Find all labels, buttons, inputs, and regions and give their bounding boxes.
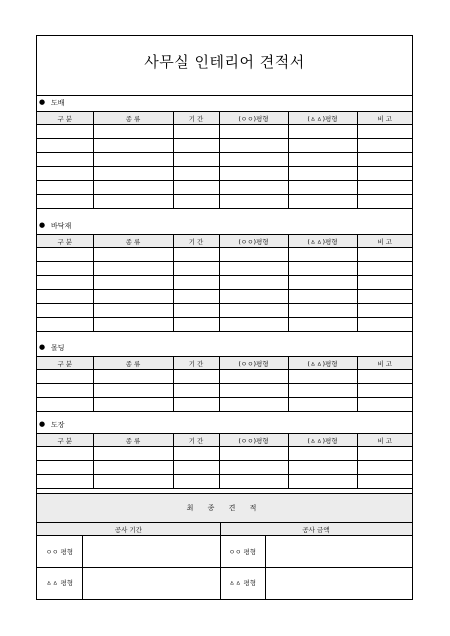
table-row xyxy=(37,290,412,304)
column-header-size-a: (ㅇㅇ)평형 xyxy=(219,357,288,370)
column-header-note: 비 고 xyxy=(357,235,412,248)
column-header-category: 구 분 xyxy=(37,357,93,370)
table-cell-note[interactable] xyxy=(357,125,412,139)
table-cell-category[interactable] xyxy=(37,398,93,412)
table-header-row xyxy=(37,434,412,447)
table-cell-note[interactable] xyxy=(357,276,412,290)
table-cell-size-b[interactable] xyxy=(288,475,357,489)
table-row xyxy=(37,447,412,461)
table-cell-type[interactable] xyxy=(93,153,173,167)
table-cell-period[interactable] xyxy=(173,248,219,262)
table-cell-size-a[interactable] xyxy=(219,447,288,461)
section-heading xyxy=(37,220,412,231)
table-row xyxy=(37,153,412,167)
table-cell-size-a[interactable] xyxy=(219,195,288,209)
column-header-type: 종 류 xyxy=(93,434,173,447)
table-cell-category[interactable] xyxy=(37,290,93,304)
table-cell-size-a[interactable] xyxy=(219,475,288,489)
table-cell-size-a[interactable] xyxy=(219,125,288,139)
column-header-size-b: (ㅿㅿ)평형 xyxy=(288,434,357,447)
table-cell-category[interactable] xyxy=(37,370,93,384)
table-cell-size-b[interactable] xyxy=(288,447,357,461)
table-cell-note[interactable] xyxy=(357,139,412,153)
table-cell-type[interactable] xyxy=(93,318,173,332)
table-cell-size-b[interactable] xyxy=(288,398,357,412)
table-cell-size-a[interactable] xyxy=(219,276,288,290)
section-table xyxy=(37,433,412,489)
row1-period-value[interactable] xyxy=(82,536,220,567)
table-cell-note[interactable] xyxy=(357,461,412,475)
table-cell-period[interactable] xyxy=(173,370,219,384)
table-cell-period[interactable] xyxy=(173,384,219,398)
construction-cost-header: 공사 금액 xyxy=(220,523,412,536)
table-row xyxy=(37,461,412,475)
table-cell-type[interactable] xyxy=(93,262,173,276)
table-cell-size-b[interactable] xyxy=(288,461,357,475)
table-cell-category[interactable] xyxy=(37,248,93,262)
table-cell-type[interactable] xyxy=(93,447,173,461)
table-cell-size-a[interactable] xyxy=(219,398,288,412)
table-cell-size-b[interactable] xyxy=(288,181,357,195)
table-cell-category[interactable] xyxy=(37,125,93,139)
section-table xyxy=(37,111,412,209)
table-cell-category[interactable] xyxy=(37,181,93,195)
table-cell-size-a[interactable] xyxy=(219,181,288,195)
table-cell-note[interactable] xyxy=(357,248,412,262)
table-cell-size-b[interactable] xyxy=(288,318,357,332)
table-cell-size-a[interactable] xyxy=(219,370,288,384)
table-cell-type[interactable] xyxy=(93,181,173,195)
table-cell-size-a[interactable] xyxy=(219,153,288,167)
table-cell-type[interactable] xyxy=(93,195,173,209)
table-cell-note[interactable] xyxy=(357,447,412,461)
row1-cost-label: ㅇㅇ 평형 xyxy=(228,548,257,556)
table-cell-period[interactable] xyxy=(173,318,219,332)
section-table xyxy=(37,356,412,412)
table-cell-period[interactable] xyxy=(173,276,219,290)
table-row xyxy=(37,370,412,384)
table-cell-size-b[interactable] xyxy=(288,139,357,153)
table-cell-category[interactable] xyxy=(37,139,93,153)
table-cell-type[interactable] xyxy=(93,370,173,384)
table-cell-note[interactable] xyxy=(357,384,412,398)
row2-period-value[interactable] xyxy=(82,567,220,598)
column-header-size-a: (ㅇㅇ)평형 xyxy=(219,235,288,248)
table-cell-note[interactable] xyxy=(357,153,412,167)
table-cell-size-b[interactable] xyxy=(288,290,357,304)
column-header-type: 종 류 xyxy=(93,112,173,125)
section-label: 도장 xyxy=(51,420,65,429)
table-cell-category[interactable] xyxy=(37,262,93,276)
table-cell-period[interactable] xyxy=(173,475,219,489)
column-header-size-b: (ㅿㅿ)평형 xyxy=(288,112,357,125)
table-cell-type[interactable] xyxy=(93,475,173,489)
table-cell-category[interactable] xyxy=(37,276,93,290)
section-label: 바닥재 xyxy=(51,221,72,230)
row1-cost-value[interactable] xyxy=(265,536,412,567)
table-cell-size-a[interactable] xyxy=(219,167,288,181)
table-row xyxy=(37,398,412,412)
column-header-size-b: (ㅿㅿ)평형 xyxy=(288,357,357,370)
table-cell-period[interactable] xyxy=(173,447,219,461)
summary-divider xyxy=(37,567,412,568)
section-label: 도배 xyxy=(51,98,65,107)
table-row xyxy=(37,304,412,318)
table-cell-category[interactable] xyxy=(37,167,93,181)
table-row xyxy=(37,167,412,181)
table-cell-period[interactable] xyxy=(173,139,219,153)
column-header-note: 비 고 xyxy=(357,112,412,125)
table-cell-size-b[interactable] xyxy=(288,195,357,209)
bullet-icon: ● xyxy=(39,98,46,106)
title-area xyxy=(37,36,412,96)
table-cell-category[interactable] xyxy=(37,384,93,398)
table-row xyxy=(37,276,412,290)
bullet-icon: ● xyxy=(39,420,46,428)
table-header-row xyxy=(37,357,412,370)
column-header-category: 구 분 xyxy=(37,235,93,248)
table-cell-period[interactable] xyxy=(173,153,219,167)
table-cell-size-a[interactable] xyxy=(219,461,288,475)
table-cell-type[interactable] xyxy=(93,139,173,153)
table-cell-category[interactable] xyxy=(37,195,93,209)
table-cell-period[interactable] xyxy=(173,290,219,304)
table-cell-note[interactable] xyxy=(357,304,412,318)
table-cell-note[interactable] xyxy=(357,262,412,276)
table-cell-category[interactable] xyxy=(37,153,93,167)
table-cell-size-a[interactable] xyxy=(219,384,288,398)
table-cell-category[interactable] xyxy=(37,447,93,461)
table-cell-type[interactable] xyxy=(93,461,173,475)
table-cell-type[interactable] xyxy=(93,167,173,181)
column-header-note: 비 고 xyxy=(357,434,412,447)
row1-period-label: ㅇㅇ 평형 xyxy=(45,548,74,556)
page-title: 사무실 인테리어 견적서 xyxy=(144,53,305,71)
table-cell-size-b[interactable] xyxy=(288,384,357,398)
section-heading xyxy=(37,419,412,430)
column-header-size-a: (ㅇㅇ)평형 xyxy=(219,434,288,447)
table-row xyxy=(37,248,412,262)
table-cell-type[interactable] xyxy=(93,248,173,262)
table-cell-period[interactable] xyxy=(173,461,219,475)
row2-cost-label: ㅿㅿ 평형 xyxy=(228,579,257,587)
table-cell-size-b[interactable] xyxy=(288,276,357,290)
table-cell-category[interactable] xyxy=(37,304,93,318)
column-header-period: 기 간 xyxy=(173,235,219,248)
table-cell-size-a[interactable] xyxy=(219,318,288,332)
table-cell-size-b[interactable] xyxy=(288,370,357,384)
table-cell-size-b[interactable] xyxy=(288,262,357,276)
table-cell-period[interactable] xyxy=(173,167,219,181)
table-cell-note[interactable] xyxy=(357,167,412,181)
estimate-sheet xyxy=(36,35,413,600)
table-cell-size-b[interactable] xyxy=(288,125,357,139)
section-heading xyxy=(37,97,412,108)
table-row xyxy=(37,318,412,332)
table-cell-type[interactable] xyxy=(93,276,173,290)
table-cell-size-a[interactable] xyxy=(219,248,288,262)
table-cell-note[interactable] xyxy=(357,398,412,412)
table-header-row xyxy=(37,235,412,248)
table-cell-period[interactable] xyxy=(173,181,219,195)
table-row xyxy=(37,139,412,153)
section-table xyxy=(37,234,412,332)
table-header-row xyxy=(37,112,412,125)
table-cell-note[interactable] xyxy=(357,181,412,195)
table-cell-period[interactable] xyxy=(173,304,219,318)
table-row xyxy=(37,181,412,195)
table-cell-size-b[interactable] xyxy=(288,304,357,318)
table-cell-type[interactable] xyxy=(93,398,173,412)
column-header-note: 비 고 xyxy=(357,357,412,370)
table-row xyxy=(37,125,412,139)
final-estimate-title: 최 종 견 적 xyxy=(37,493,412,523)
column-header-size-a: (ㅇㅇ)평형 xyxy=(219,112,288,125)
column-header-category: 구 분 xyxy=(37,434,93,447)
table-cell-type[interactable] xyxy=(93,290,173,304)
table-cell-category[interactable] xyxy=(37,461,93,475)
table-cell-size-a[interactable] xyxy=(219,304,288,318)
table-cell-period[interactable] xyxy=(173,125,219,139)
table-cell-type[interactable] xyxy=(93,304,173,318)
table-cell-note[interactable] xyxy=(357,318,412,332)
table-cell-size-a[interactable] xyxy=(219,262,288,276)
section-heading xyxy=(37,342,412,353)
table-row xyxy=(37,384,412,398)
summary-divider xyxy=(220,523,221,599)
column-header-size-b: (ㅿㅿ)평형 xyxy=(288,235,357,248)
table-row xyxy=(37,195,412,209)
section-label: 몰딩 xyxy=(51,343,65,352)
table-cell-category[interactable] xyxy=(37,318,93,332)
table-cell-size-b[interactable] xyxy=(288,167,357,181)
table-row xyxy=(37,262,412,276)
row2-period-label: ㅿㅿ 평형 xyxy=(45,579,74,587)
table-cell-period[interactable] xyxy=(173,262,219,276)
column-header-type: 종 류 xyxy=(93,235,173,248)
table-cell-period[interactable] xyxy=(173,195,219,209)
column-header-period: 기 간 xyxy=(173,434,219,447)
bullet-icon: ● xyxy=(39,343,46,351)
table-cell-size-b[interactable] xyxy=(288,248,357,262)
table-cell-type[interactable] xyxy=(93,125,173,139)
column-header-period: 기 간 xyxy=(173,112,219,125)
table-cell-note[interactable] xyxy=(357,195,412,209)
table-cell-category[interactable] xyxy=(37,475,93,489)
table-cell-note[interactable] xyxy=(357,290,412,304)
table-cell-size-b[interactable] xyxy=(288,153,357,167)
bullet-icon: ● xyxy=(39,221,46,229)
column-header-period: 기 간 xyxy=(173,357,219,370)
table-cell-type[interactable] xyxy=(93,384,173,398)
table-row xyxy=(37,475,412,489)
column-header-type: 종 류 xyxy=(93,357,173,370)
final-estimate xyxy=(37,493,412,599)
row2-cost-value[interactable] xyxy=(265,567,412,598)
column-header-category: 구 분 xyxy=(37,112,93,125)
table-cell-size-a[interactable] xyxy=(219,290,288,304)
table-cell-size-a[interactable] xyxy=(219,139,288,153)
table-cell-note[interactable] xyxy=(357,370,412,384)
table-cell-note[interactable] xyxy=(357,475,412,489)
table-cell-period[interactable] xyxy=(173,398,219,412)
construction-period-header: 공사 기간 xyxy=(37,523,220,536)
